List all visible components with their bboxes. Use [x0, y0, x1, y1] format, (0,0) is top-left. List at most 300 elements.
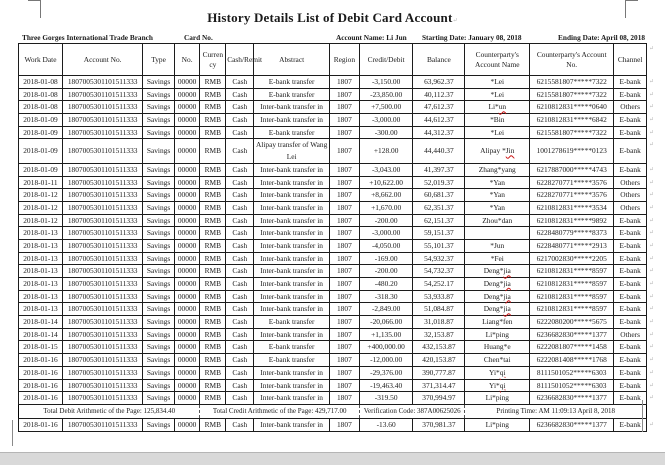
balance-cell: 54,932.37 [413, 252, 465, 265]
table-row [19, 201, 647, 214]
cash-remit-cell: Cash [226, 139, 254, 163]
cash-remit-cell: Cash [226, 88, 254, 101]
work-date-cell: 2018-01-13 [19, 252, 63, 265]
cp-name-text: Li*ping [485, 393, 509, 403]
account-no-cell: 1807005301101511333 [62, 341, 142, 354]
table-row [19, 354, 647, 367]
paragraph-mark-icon: ↵ [648, 46, 654, 52]
balance-cell: 47,612.37 [413, 101, 465, 114]
currency-cell: RMB [200, 341, 226, 354]
column-header-account-no-: Account No. [62, 44, 142, 76]
currency-cell: RMB [200, 392, 226, 405]
cp-name-text: Li* [488, 102, 499, 112]
cp-name-cell [465, 227, 530, 240]
region-cell: 1807 [329, 392, 359, 405]
no-cell: 00000 [174, 341, 200, 354]
starting-date: Starting Date: January 08, 2018 [422, 33, 522, 42]
cp-account-no-cell: 8111501052*****6303 [530, 379, 614, 392]
cp-name-misspelled-text: jia [503, 279, 511, 288]
page-title [0, 10, 665, 26]
credit-debit-cell: -200.00 [359, 214, 412, 227]
paragraph-mark-icon: ↵ [648, 91, 654, 98]
channel-cell: E-bank ↵ [614, 379, 647, 392]
no-cell: 00000 [174, 278, 200, 291]
cp-name-text: Zhang*yang [478, 164, 516, 174]
region-cell: 1807 [329, 76, 359, 89]
table-row [19, 114, 647, 127]
account-no-cell: 1807005301101511333 [62, 176, 142, 189]
paragraph-mark-icon: ↵ [648, 79, 654, 85]
currency-cell: RMB [200, 201, 226, 214]
region-cell: 1807 [329, 189, 359, 202]
balance-cell: 41,397.37 [413, 163, 465, 176]
cp-name-misspelled-text: Jin [505, 146, 515, 156]
paragraph-mark-icon: ↵ [648, 104, 654, 111]
type-cell: Savings [143, 290, 174, 303]
channel-cell: E-bank ↵ [614, 76, 647, 89]
column-header-channel: Channel ↵ [614, 44, 647, 76]
cp-name-text: Chen*tai [483, 355, 511, 365]
cp-name-cell [465, 392, 530, 405]
work-date-cell: 2018-01-09 [19, 163, 63, 176]
region-cell: 1807 [329, 252, 359, 265]
cp-name-text: *Yan [489, 177, 505, 187]
currency-cell: RMB [200, 354, 226, 367]
abstract-cell: E-bank transfer [254, 76, 329, 89]
work-date-cell: 2018-01-16 [19, 418, 63, 431]
no-cell: 00000 [174, 392, 200, 405]
abstract-cell: Alipay transfer of Wang Lei [254, 139, 329, 163]
account-no-cell: 1807005301101511333 [62, 139, 142, 163]
paragraph-mark-icon: ↵ [648, 331, 654, 338]
type-cell: Savings [143, 101, 174, 114]
summary-section [19, 404, 654, 431]
cp-account-no-cell: 6210812831*****6842 [530, 114, 614, 127]
cash-remit-cell: Cash [226, 265, 254, 278]
cp-name-cell [465, 366, 530, 379]
balance-cell: 44,612.37 [413, 114, 465, 127]
no-cell: 00000 [174, 227, 200, 240]
type-cell: Savings [143, 328, 174, 341]
paragraph-mark-icon: ↵ [648, 369, 654, 376]
paragraph-mark-icon: ↵ [648, 382, 654, 389]
region-cell: 1807 [329, 379, 359, 392]
credit-debit-cell: -300.00 [359, 126, 412, 139]
work-date-cell: 2018-01-16 [19, 354, 63, 367]
table-row [19, 176, 647, 189]
channel-cell: E-bank ↵ [614, 354, 647, 367]
paragraph-mark-icon: ↵ [648, 344, 654, 351]
work-date-cell: 2018-01-08 [19, 101, 63, 114]
region-cell: 1807 [329, 201, 359, 214]
abstract-cell: E-bank transfer [254, 126, 329, 139]
printing-time-cell: Printing Time: AM 11:09:13 April 8, 2018 [465, 404, 647, 418]
cp-name-text: Huang*e [483, 342, 511, 352]
cash-remit-cell: Cash [226, 189, 254, 202]
channel-cell: E-bank ↵ [614, 265, 647, 278]
cp-account-no-cell: 6228270771*****3576 [530, 176, 614, 189]
cash-remit-cell: Cash [226, 163, 254, 176]
column-header-credit-debit: Credit/Debit [359, 44, 412, 76]
work-date-cell: 2018-01-09 [19, 139, 63, 163]
currency-cell: RMB [200, 303, 226, 316]
table-row [19, 76, 647, 89]
cash-remit-cell: Cash [226, 418, 254, 431]
account-no-cell: 1807005301101511333 [62, 290, 142, 303]
column-header-region: Region [329, 44, 359, 76]
paragraph-mark-icon: ↵ [648, 306, 654, 313]
type-cell: Savings [143, 316, 174, 329]
table-row [19, 88, 647, 101]
region-cell: 1807 [329, 88, 359, 101]
paragraph-mark-icon: ↵ [648, 179, 654, 186]
cp-account-no-cell: 6228480771*****2913 [530, 239, 614, 252]
currency-cell: RMB [200, 227, 226, 240]
cp-account-no-cell: 8111501052*****6303 [530, 366, 614, 379]
cp-name-misspelled-text: jia [503, 266, 511, 276]
currency-cell: RMB [200, 126, 226, 139]
work-date-cell: 2018-01-16 [19, 392, 63, 405]
credit-debit-cell: -169.00 [359, 252, 412, 265]
work-date-cell: 2018-01-16 [19, 379, 63, 392]
cp-name-cell [465, 214, 530, 227]
paragraph-mark-icon: ↵ [648, 230, 654, 237]
cp-account-no-cell: 6215581807*****7322 [530, 76, 614, 89]
currency-cell: RMB [200, 265, 226, 278]
cp-name-cell [465, 101, 530, 114]
abstract-cell: Inter-bank transfer in [254, 379, 329, 392]
type-cell: Savings [143, 239, 174, 252]
work-date-cell: 2018-01-12 [19, 201, 63, 214]
cp-name-cell [465, 252, 530, 265]
credit-debit-cell: -19,463.40 [359, 379, 412, 392]
cp-name-misspelled-text: un [498, 102, 507, 112]
cp-name-misspelled-text: qi [499, 380, 506, 390]
account-no-cell: 1807005301101511333 [62, 392, 142, 405]
region-cell: 1807 [329, 418, 359, 431]
abstract-cell: Inter-bank transfer in [254, 101, 329, 114]
cp-name-cell [465, 239, 530, 252]
cp-name-text: Deng* [483, 279, 504, 288]
cash-remit-cell: Cash [226, 126, 254, 139]
cash-remit-cell: Cash [226, 328, 254, 341]
cash-remit-cell: Cash [226, 354, 254, 367]
currency-cell: RMB [200, 214, 226, 227]
table-row [19, 290, 647, 303]
account-no-cell: 1807005301101511333 [62, 227, 142, 240]
currency-cell: RMB [200, 163, 226, 176]
cash-remit-cell: Cash [226, 101, 254, 114]
channel-cell: E-bank ↵ [614, 139, 647, 163]
currency-cell: RMB [200, 76, 226, 89]
cp-name-text: Deng* [483, 291, 504, 301]
credit-debit-cell: -3,000.00 [359, 114, 412, 127]
abstract-cell: E-bank transfer [254, 354, 329, 367]
card-no-label: Card No. [184, 33, 213, 42]
credit-debit-cell: -319.50 [359, 392, 412, 405]
no-cell: 00000 [174, 303, 200, 316]
channel-cell: Others ↵ [614, 201, 647, 214]
paragraph-mark-icon: ↵ [648, 217, 654, 224]
account-no-cell: 1807005301101511333 [62, 316, 142, 329]
credit-debit-cell: -29,376.00 [359, 366, 412, 379]
work-date-cell: 2018-01-13 [19, 265, 63, 278]
paragraph-mark-icon: ↵ [452, 18, 458, 24]
cp-name-text: Alipay * [480, 146, 506, 156]
no-cell: 00000 [174, 114, 200, 127]
abstract-cell: Inter-bank transfer in [254, 328, 329, 341]
credit-debit-cell: -23,850.00 [359, 88, 412, 101]
credit-debit-cell: -3,000.00 [359, 227, 412, 240]
cash-remit-cell: Cash [226, 227, 254, 240]
credit-debit-cell: -12,000.00 [359, 354, 412, 367]
account-no-cell: 1807005301101511333 [62, 76, 142, 89]
account-no-cell: 1807005301101511333 [62, 201, 142, 214]
region-cell: 1807 [329, 278, 359, 291]
region-cell: 1807 [329, 354, 359, 367]
column-header-type: Type [143, 44, 174, 76]
account-no-cell: 1807005301101511333 [62, 278, 142, 291]
cash-remit-cell: Cash [226, 290, 254, 303]
summary-row [19, 404, 647, 418]
region-cell: 1807 [329, 214, 359, 227]
region-cell: 1807 [329, 290, 359, 303]
work-date-cell: 2018-01-15 [19, 341, 63, 354]
account-no-cell: 1807005301101511333 [62, 418, 142, 431]
channel-cell: E-bank ↵ [614, 227, 647, 240]
table-row [19, 189, 647, 202]
branch-name: Three Gorges International Trade Branch [22, 33, 153, 42]
verification-code-cell: Verification Code: 387A00625026 [359, 404, 464, 418]
currency-cell: RMB [200, 328, 226, 341]
paragraph-mark-icon: ↵ [648, 142, 654, 149]
cp-account-no-cell: 6222081807*****1458 [530, 341, 614, 354]
channel-cell: E-bank ↵ [614, 214, 647, 227]
region-cell: 1807 [329, 366, 359, 379]
type-cell: Savings [143, 278, 174, 291]
type-cell: Savings [143, 227, 174, 240]
cash-remit-cell: Cash [226, 114, 254, 127]
cash-remit-cell: Cash [226, 341, 254, 354]
no-cell: 00000 [174, 290, 200, 303]
currency-cell: RMB [200, 278, 226, 291]
transactions-table [18, 43, 654, 432]
channel-cell: E-bank ↵ [614, 252, 647, 265]
cp-name-text: Yi* [489, 367, 500, 377]
region-cell: 1807 [329, 265, 359, 278]
work-date-cell: 2018-01-09 [19, 126, 63, 139]
no-cell: 00000 [174, 88, 200, 101]
cash-remit-cell: Cash [226, 252, 254, 265]
credit-debit-cell: +400,000.00 [359, 341, 412, 354]
work-date-cell: 2018-01-13 [19, 290, 63, 303]
no-cell: 00000 [174, 101, 200, 114]
currency-cell: RMB [200, 252, 226, 265]
table-row [19, 379, 647, 392]
credit-debit-cell: -2,849.00 [359, 303, 412, 316]
cp-account-no-cell: 6210812831*****8597 [530, 265, 614, 278]
cp-name-cell [465, 76, 530, 89]
balance-cell: 370,981.37 [413, 418, 465, 431]
paragraph-mark-icon: ↵ [648, 204, 654, 211]
type-cell: Savings [143, 189, 174, 202]
region-cell: 1807 [329, 227, 359, 240]
table-row [19, 101, 647, 114]
work-date-cell: 2018-01-11 [19, 176, 63, 189]
cash-remit-cell: Cash [226, 303, 254, 316]
account-name: Account Name: Li Jun [336, 33, 407, 42]
type-cell: Savings [143, 126, 174, 139]
credit-debit-cell: +7,500.00 [359, 101, 412, 114]
credit-debit-cell: -4,050.00 [359, 239, 412, 252]
paragraph-mark-icon: ↵ [648, 357, 654, 364]
abstract-cell: Inter-bank transfer in [254, 214, 329, 227]
type-cell: Savings [143, 214, 174, 227]
currency-cell: RMB [200, 88, 226, 101]
credit-debit-cell: +8,662.00 [359, 189, 412, 202]
channel-cell: Others ↵ [614, 328, 647, 341]
type-cell: Savings [143, 366, 174, 379]
account-no-cell: 1807005301101511333 [62, 354, 142, 367]
credit-debit-cell: -200.00 [359, 265, 412, 278]
region-cell: 1807 [329, 239, 359, 252]
abstract-cell: Inter-bank transfer in [254, 189, 329, 202]
cp-account-no-cell: 6222080200*****5675 [530, 316, 614, 329]
region-cell: 1807 [329, 328, 359, 341]
currency-cell: RMB [200, 379, 226, 392]
header-row [19, 44, 647, 76]
balance-cell: 51,084.87 [413, 303, 465, 316]
currency-cell: RMB [200, 239, 226, 252]
type-cell: Savings [143, 76, 174, 89]
no-cell: 00000 [174, 189, 200, 202]
cp-name-cell [465, 201, 530, 214]
account-no-cell: 1807005301101511333 [62, 189, 142, 202]
no-cell: 00000 [174, 163, 200, 176]
table-row [19, 265, 647, 278]
currency-cell: RMB [200, 114, 226, 127]
account-no-cell: 1807005301101511333 [62, 239, 142, 252]
cp-name-text: Li*ping [485, 329, 509, 339]
account-no-cell: 1807005301101511333 [62, 379, 142, 392]
page-title-text: History Details List of Debit Card Account [207, 10, 453, 25]
no-cell: 00000 [174, 139, 200, 163]
channel-cell: Others ↵ [614, 101, 647, 114]
cp-account-no-cell: 6236682830*****1377 [530, 392, 614, 405]
column-header-currency: Currency [200, 44, 226, 76]
channel-cell: E-bank ↵ [614, 278, 647, 291]
account-no-cell: 1807005301101511333 [62, 252, 142, 265]
region-cell: 1807 [329, 101, 359, 114]
cp-name-text: Yi* [489, 380, 500, 390]
account-no-cell: 1807005301101511333 [62, 101, 142, 114]
cash-remit-cell: Cash [226, 379, 254, 392]
cp-name-cell [465, 139, 530, 163]
table-row [19, 303, 647, 316]
cp-name-cell [465, 341, 530, 354]
channel-cell: E-bank ↵ [614, 418, 647, 431]
work-date-cell: 2018-01-12 [19, 189, 63, 202]
cp-account-no-cell: 6210812831*****8597 [530, 303, 614, 316]
total-credit-cell: Total Credit Arithmetic of the Page: 429,717.00 [200, 404, 359, 418]
abstract-cell: Inter-bank transfer in [254, 290, 329, 303]
cash-remit-cell: Cash [226, 392, 254, 405]
table-row [19, 126, 647, 139]
channel-cell: E-bank ↵ [614, 239, 647, 252]
no-cell: 00000 [174, 265, 200, 278]
paragraph-mark-icon: ↵ [648, 319, 654, 326]
currency-cell: RMB [200, 366, 226, 379]
type-cell: Savings [143, 303, 174, 316]
credit-debit-cell: +10,622.00 [359, 176, 412, 189]
abstract-cell: E-bank transfer [254, 341, 329, 354]
account-no-cell: 1807005301101511333 [62, 265, 142, 278]
cp-name-text: Deng* [483, 304, 504, 314]
work-date-cell: 2018-01-14 [19, 316, 63, 329]
cp-name-cell [465, 265, 530, 278]
abstract-cell: Inter-bank transfer in [254, 265, 329, 278]
cp-name-misspelled-text: jia [503, 291, 511, 301]
type-cell: Savings [143, 392, 174, 405]
paragraph-mark-icon: ↵ [648, 192, 654, 199]
account-no-cell: 1807005301101511333 [62, 366, 142, 379]
column-header-no-: No. [174, 44, 200, 76]
type-cell: Savings [143, 252, 174, 265]
no-cell: 00000 [174, 328, 200, 341]
currency-cell: RMB [200, 290, 226, 303]
balance-cell: 44,440.37 [413, 139, 465, 163]
cp-account-no-cell: 6228270771*****3576 [530, 189, 614, 202]
no-cell: 00000 [174, 214, 200, 227]
no-cell: 00000 [174, 76, 200, 89]
type-cell: Savings [143, 265, 174, 278]
paragraph-mark-icon: ↵ [648, 117, 654, 124]
channel-cell: Others ↵ [614, 189, 647, 202]
paragraph-mark-icon: ↵ [648, 395, 654, 402]
cp-account-no-cell: 6228480779*****8373 [530, 227, 614, 240]
region-cell: 1807 [329, 341, 359, 354]
cp-name-cell [465, 316, 530, 329]
paragraph-mark-icon: ↵ [648, 166, 654, 173]
cp-name-cell [465, 126, 530, 139]
cp-name-text: *Lei [490, 89, 505, 99]
table-row [19, 316, 647, 329]
cp-name-cell [465, 290, 530, 303]
cp-name-cell [465, 303, 530, 316]
cash-remit-cell: Cash [226, 76, 254, 89]
no-cell: 00000 [174, 366, 200, 379]
cp-account-no-cell: 6217887000*****4743 [530, 163, 614, 176]
cash-remit-cell: Cash [226, 366, 254, 379]
no-cell: 00000 [174, 418, 200, 431]
credit-debit-cell: -13.60 [359, 418, 412, 431]
paragraph-mark-icon: ↵ [648, 268, 654, 275]
abstract-cell: Inter-bank transfer in [254, 278, 329, 291]
work-date-cell: 2018-01-12 [19, 214, 63, 227]
work-date-cell: 2018-01-16 [19, 366, 63, 379]
balance-cell: 432,153.87 [413, 341, 465, 354]
no-cell: 00000 [174, 252, 200, 265]
type-cell: Savings [143, 163, 174, 176]
account-no-cell: 1807005301101511333 [62, 126, 142, 139]
abstract-cell: Inter-bank transfer in [254, 114, 329, 127]
channel-cell: E-bank ↵ [614, 163, 647, 176]
abstract-cell: Inter-bank transfer in [254, 239, 329, 252]
work-date-cell: 2018-01-13 [19, 278, 63, 291]
account-no-cell: 1807005301101511333 [62, 163, 142, 176]
cp-name-cell [465, 379, 530, 392]
work-date-cell: 2018-01-13 [19, 239, 63, 252]
